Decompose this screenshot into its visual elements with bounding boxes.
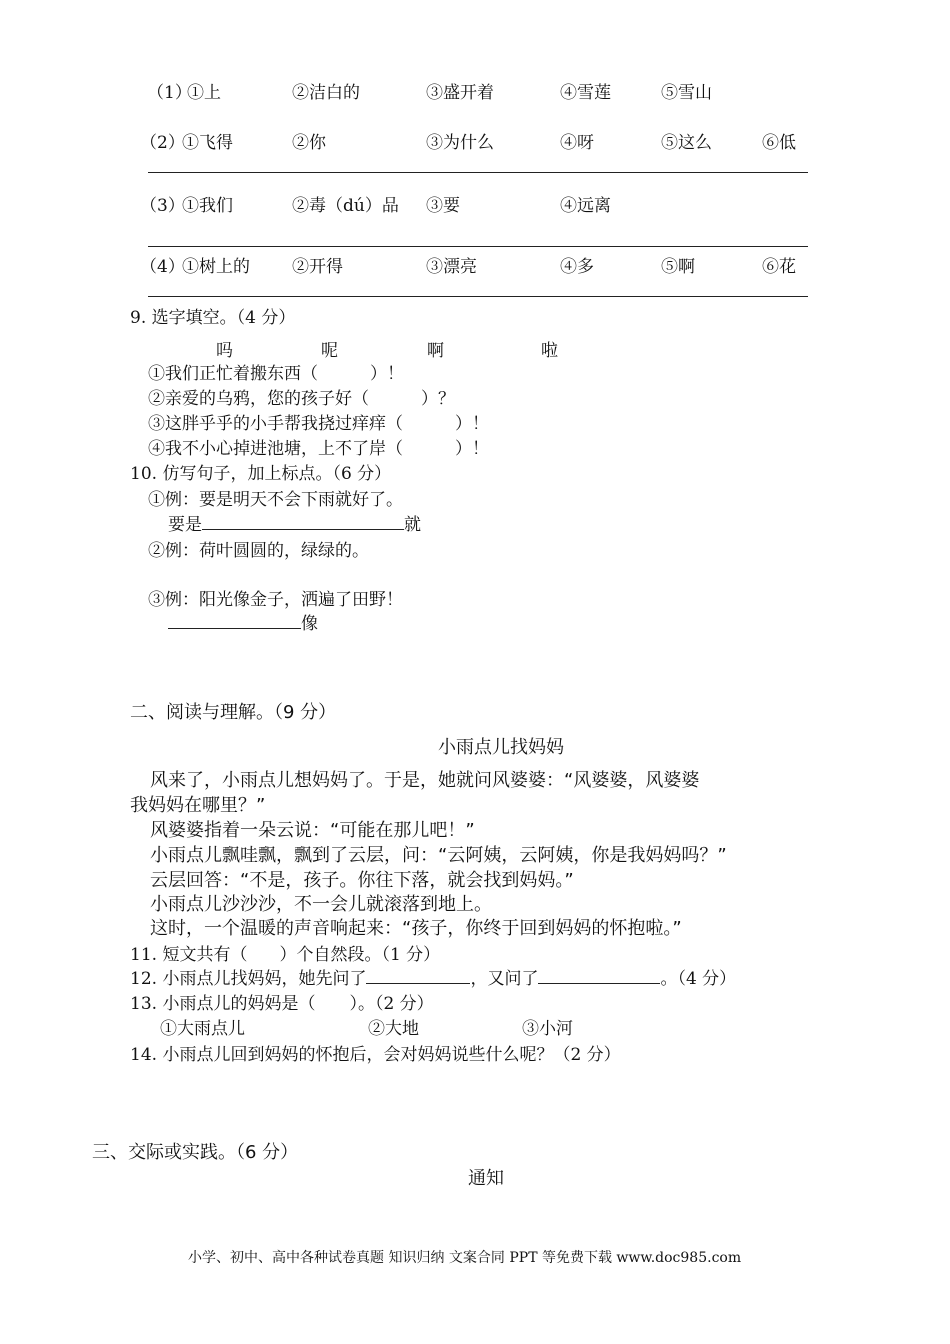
answer-line[interactable] [148,296,808,297]
q8-row-3-item: ④远离 [560,196,611,216]
q8-row-2-item: ⑤这么 [661,133,712,153]
q8-row-3-item: ②毒（dú）品 [292,196,399,216]
q8-row-1-label: （1） [147,83,192,103]
notice-title: 通知 [468,1168,504,1189]
q9-choice: 吗 [216,341,233,361]
passage-paragraph: 风婆婆指着一朵云说：“可能在那儿吧！” [150,820,475,841]
q9-choice: 啊 [427,341,444,361]
q8-row-3-item: ①我们 [182,196,233,216]
q9-item-4 [148,434,489,459]
answer-line[interactable] [148,246,808,247]
q8-row-2-label: （2） [140,133,185,153]
q10-answer-text: 就 [404,515,421,535]
answer-line[interactable] [148,172,808,173]
q12-blank-1[interactable] [366,982,470,984]
q9-title: 9. 选字填空。（4 分） [130,308,296,328]
q13-option[interactable]: ②大地 [368,1019,419,1039]
q12 [130,964,736,989]
passage-title: 小雨点儿找妈妈 [438,737,564,758]
q8-row-1-item: ③盛开着 [426,83,494,103]
q14: 14. 小雨点儿回到妈妈的怀抱后，会对妈妈说些什么呢？（2 分） [130,1045,621,1065]
q9-item-text: ）？ [421,389,455,409]
q8-row-1-item: ⑤雪山 [661,83,712,103]
q10-answer-3 [168,609,318,634]
q8-row-2-item: ②你 [292,133,326,153]
q9-item-text: ④我不小心掉进池塘，上不了岸（ [148,439,403,459]
q8-row-4-item: ④多 [560,257,594,277]
passage-paragraph: 这时，一个温暖的声音响起来：“孩子，你终于回到妈妈的怀抱啦。” [150,918,682,939]
q8-row-3-item: ③要 [426,196,460,216]
q12-text: 。（4 分） [660,969,737,989]
q8-row-4-item: ⑥花 [762,257,796,277]
q8-row-2-item: ③为什么 [426,133,494,153]
q9-item-text: ②亲爱的乌鸦，您的孩子好（ [148,389,369,409]
q9-item-text: ）！ [455,414,489,434]
q8-row-1-item: ①上 [187,83,221,103]
q11-text: 11. 短文共有（ [130,945,248,965]
q8-row-1-item: ②洁白的 [292,83,360,103]
q11 [130,940,440,965]
q10-answer-1 [168,510,421,535]
section-3-title: 三、交际或实践。（6 分） [92,1142,299,1163]
q12-text: 12. 小雨点儿找妈妈，她先问了 [130,969,367,989]
q10-example-2: ②例：荷叶圆圆的，绿绿的。 [148,541,369,561]
q8-row-3-label: （3） [140,196,185,216]
q10-title: 10. 仿写句子，加上标点。（6 分） [130,464,392,484]
q8-row-2-item: ⑥低 [762,133,796,153]
q9-item-1 [148,359,404,384]
q10-answer-text: 要是 [168,515,202,535]
q8-row-1-item: ④雪莲 [560,83,611,103]
q13-option[interactable]: ③小河 [522,1019,573,1039]
q9-item-text: ①我们正忙着搬东西（ [148,364,318,384]
q8-row-4-item: ⑤啊 [661,257,695,277]
q8-row-4-item: ②开得 [292,257,343,277]
q10-blank[interactable] [202,528,404,530]
q8-row-4-item: ①树上的 [182,257,250,277]
passage-paragraph: 小雨点儿飘哇飘，飘到了云层，问：“云阿姨，云阿姨，你是我妈妈吗？” [150,845,727,866]
q10-blank[interactable] [168,627,301,629]
q9-choice: 呢 [321,341,338,361]
q13-option[interactable]: ①大雨点儿 [160,1019,245,1039]
q11-text: ）个自然段。（1 分） [279,945,441,965]
q13: 13. 小雨点儿的妈妈是（ ）。（2 分） [130,994,434,1014]
q9-item-3 [148,409,489,434]
passage-paragraph: 云层回答：“不是，孩子。你往下落，就会找到妈妈。” [150,870,574,891]
q8-row-2-item: ①飞得 [182,133,233,153]
q9-item-text: ）！ [370,364,404,384]
q9-item-2 [148,384,455,409]
q8-row-2-item: ④呀 [560,133,594,153]
q12-text: ，又问了 [470,969,539,989]
q8-row-4-label: （4） [140,257,185,277]
q9-item-text: ③这胖乎乎的小手帮我挠过痒痒（ [148,414,403,434]
q10-example-3: ③例：阳光像金子，洒遍了田野！ [148,590,403,610]
footer-text: 小学、初中、高中各种试卷真题 知识归纳 文案合同 PPT 等免费下载 www.doc985.com [188,1250,742,1266]
q12-blank-2[interactable] [538,982,660,984]
q10-answer-text: 像 [301,614,318,634]
passage-paragraph: 我妈妈在哪里？” [130,795,266,816]
section-2-title: 二、阅读与理解。（9 分） [130,702,337,723]
q9-item-text: ）！ [455,439,489,459]
passage-paragraph: 小雨点儿沙沙沙，不一会儿就滚落到地上。 [150,894,492,915]
passage-paragraph: 风来了，小雨点儿想妈妈了。于是，她就问风婆婆：“风婆婆，风婆婆 [150,770,700,791]
q9-choice: 啦 [541,341,558,361]
q8-row-4-item: ③漂亮 [426,257,477,277]
q10-example-1: ①例：要是明天不会下雨就好了。 [148,490,403,510]
